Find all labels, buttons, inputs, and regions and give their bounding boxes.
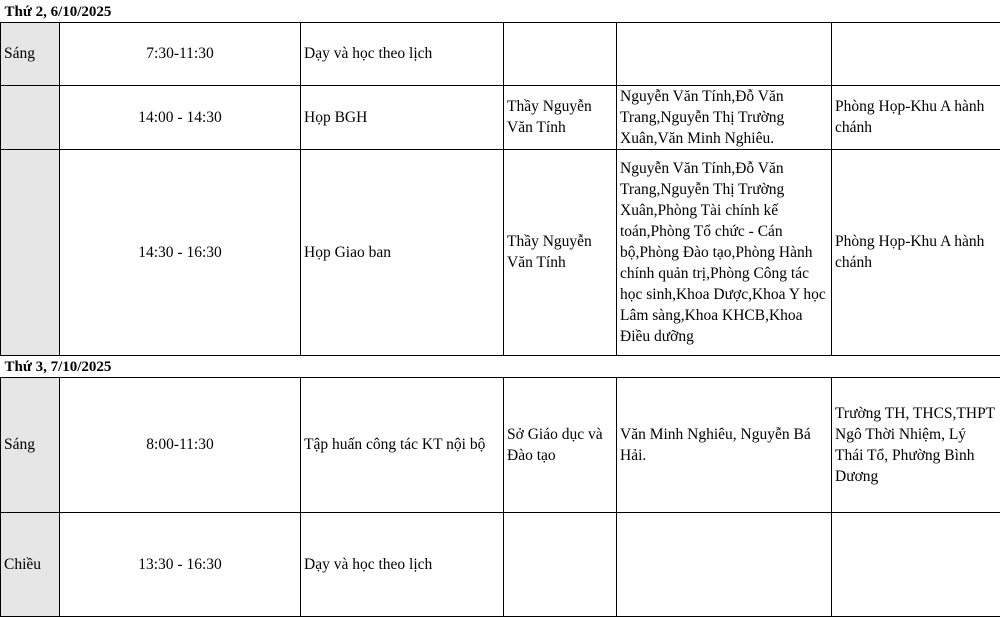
time-cell[interactable]: 8:00-11:30	[60, 377, 301, 512]
session-cell[interactable]: Sáng	[1, 377, 60, 512]
location-cell[interactable]	[832, 22, 1000, 85]
chair-cell[interactable]	[504, 512, 617, 616]
day-header-row	[1, 0, 1000, 22]
participants-cell[interactable]: Nguyễn Văn Tính,Đỗ Văn Trang,Nguyễn Thị Trường Xuân,Phòng Tài chính kế toán,Phòng Tổ chức - Cán bộ,Phòng Đào tạo,Phòng Hành chính quản trị,Phòng Công tác học sinh,Khoa Dược,Khoa Y học Lâm sàng,Khoa KHCB,Khoa Điều dưỡng	[617, 149, 832, 355]
session-cell[interactable]	[1, 85, 60, 149]
session-cell[interactable]	[1, 149, 60, 355]
chair-cell[interactable]: Thầy Nguyễn Văn Tính	[504, 85, 617, 149]
location-cell[interactable]	[832, 512, 1000, 616]
chair-cell[interactable]: Sở Giáo dục và Đào tạo	[504, 377, 617, 512]
time-cell[interactable]: 14:00 - 14:30	[60, 85, 301, 149]
content-cell[interactable]: Họp BGH	[301, 85, 504, 149]
schedule-row	[1, 149, 1000, 355]
location-cell[interactable]: Phòng Họp-Khu A hành chánh	[832, 149, 1000, 355]
chair-cell[interactable]	[504, 22, 617, 85]
schedule-row	[1, 85, 1000, 149]
schedule-row	[1, 512, 1000, 616]
schedule-row	[1, 377, 1000, 512]
content-cell[interactable]: Họp Giao ban	[301, 149, 504, 355]
time-cell[interactable]: 7:30-11:30	[60, 22, 301, 85]
content-cell[interactable]: Tập huấn công tác KT nội bộ	[301, 377, 504, 512]
schedule-row	[1, 22, 1000, 85]
day-header-row	[1, 355, 1000, 377]
location-cell[interactable]: Phòng Họp-Khu A hành chánh	[832, 85, 1000, 149]
content-cell[interactable]: Dạy và học theo lịch	[301, 512, 504, 616]
day-title: Thứ 2, 6/10/2025	[1, 0, 1000, 22]
location-cell[interactable]: Trường TH, THCS,THPT Ngô Thời Nhiệm, Lý Thái Tổ, Phường Bình Dương	[832, 377, 1000, 512]
time-cell[interactable]: 14:30 - 16:30	[60, 149, 301, 355]
participants-cell[interactable]: Văn Minh Nghiêu, Nguyễn Bá Hải.	[617, 377, 832, 512]
chair-cell[interactable]: Thầy Nguyễn Văn Tính	[504, 149, 617, 355]
session-cell[interactable]: Sáng	[1, 22, 60, 85]
day-title: Thứ 3, 7/10/2025	[1, 355, 1000, 377]
content-cell[interactable]: Dạy và học theo lịch	[301, 22, 504, 85]
session-cell[interactable]: Chiều	[1, 512, 60, 616]
participants-cell[interactable]: Nguyễn Văn Tính,Đỗ Văn Trang,Nguyễn Thị Trường Xuân,Văn Minh Nghiêu.	[617, 85, 832, 149]
time-cell[interactable]: 13:30 - 16:30	[60, 512, 301, 616]
participants-cell[interactable]	[617, 22, 832, 85]
participants-cell[interactable]	[617, 512, 832, 616]
